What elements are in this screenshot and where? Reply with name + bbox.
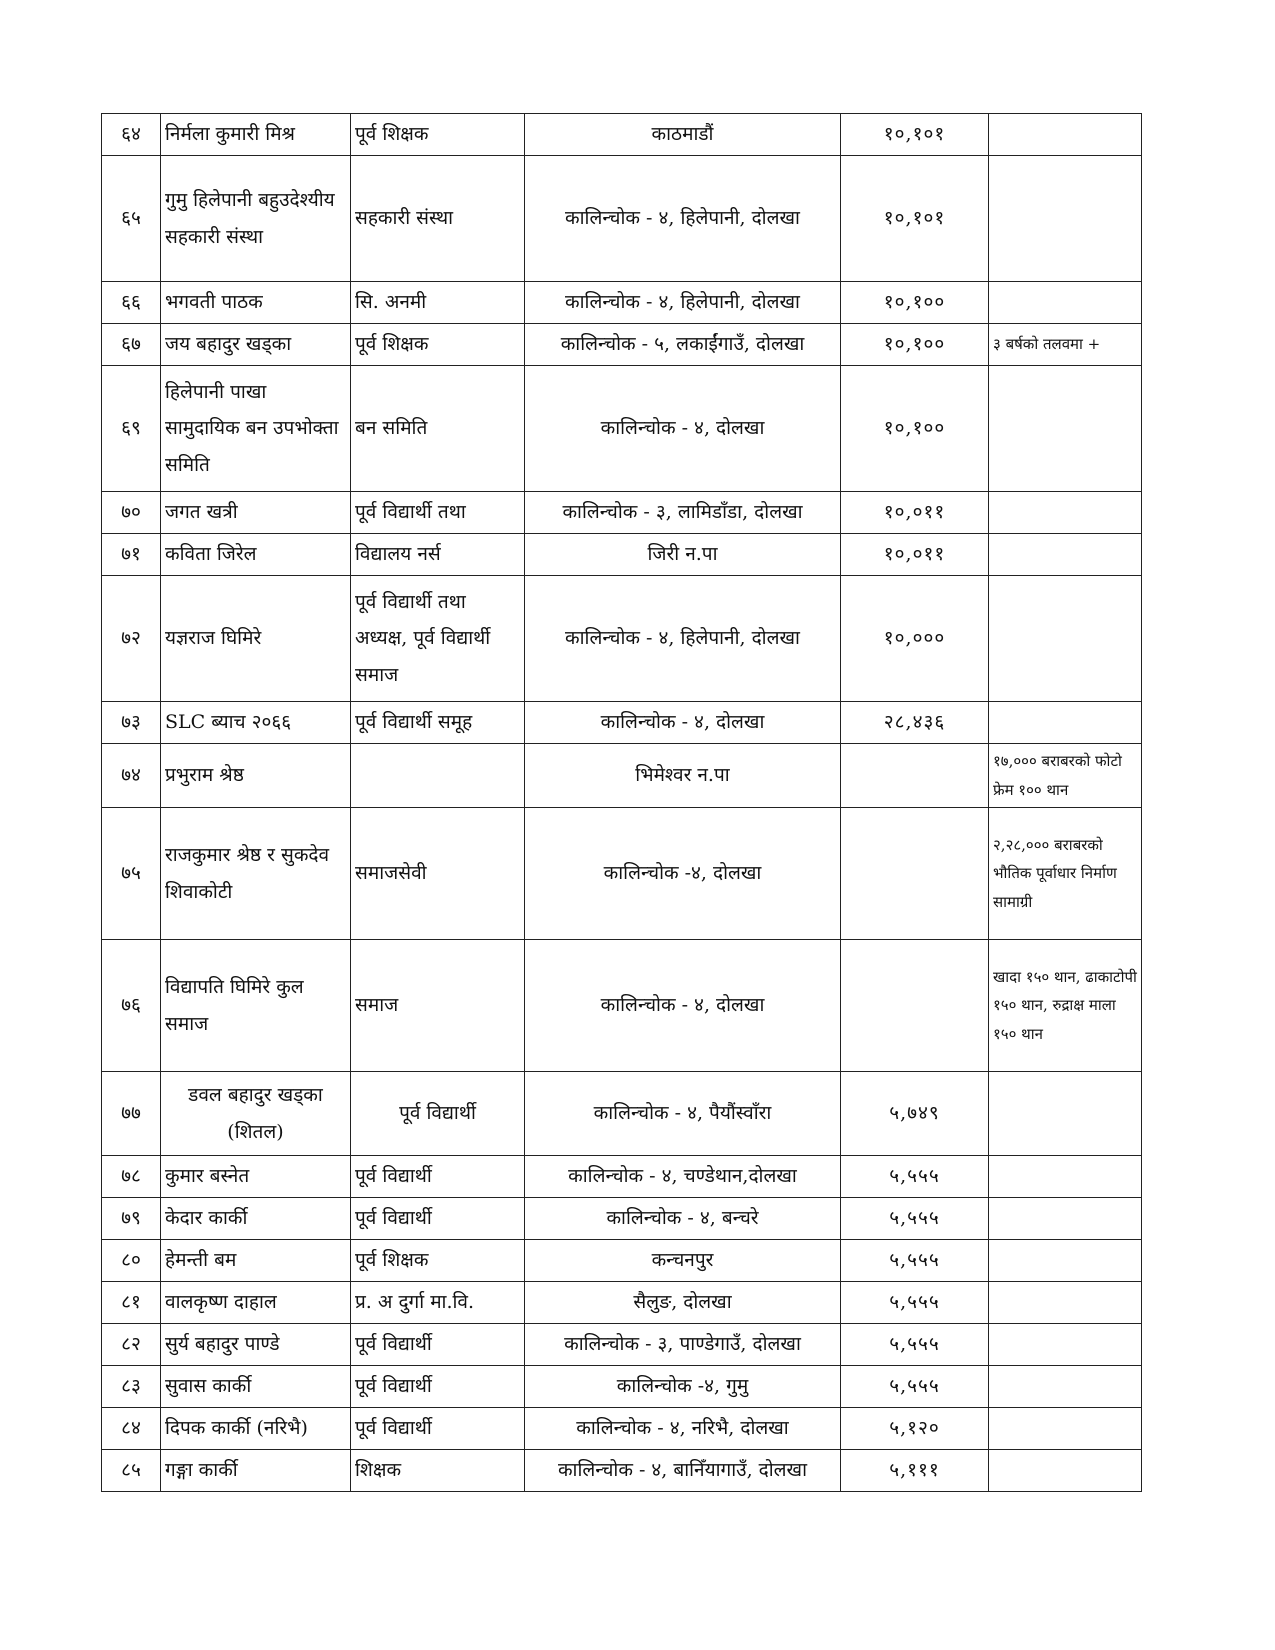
donor-name: कुमार बस्नेत	[161, 1156, 351, 1198]
donor-name: राजकुमार श्रेष्ठ र सुकदेव शिवाकोटी	[161, 808, 351, 940]
donor-role: प्र. अ दुर्गा मा.वि.	[351, 1282, 525, 1324]
donor-name: हेमन्ती बम	[161, 1240, 351, 1282]
remarks	[989, 1240, 1142, 1282]
donor-address: कालिन्चोक -४, दोलखा	[525, 808, 841, 940]
donor-name: कविता जिरेल	[161, 534, 351, 576]
table-row	[102, 366, 1142, 492]
serial-number: ८४	[102, 1408, 161, 1450]
serial-number: ७३	[102, 702, 161, 744]
table-row	[102, 492, 1142, 534]
serial-number: ७७	[102, 1072, 161, 1156]
donor-name: भगवती पाठक	[161, 282, 351, 324]
donor-address: सैलुङ, दोलखा	[525, 1282, 841, 1324]
donation-amount	[841, 744, 989, 808]
serial-number: ८३	[102, 1366, 161, 1408]
table-row	[102, 1282, 1142, 1324]
remarks	[989, 1156, 1142, 1198]
serial-number: ८५	[102, 1450, 161, 1492]
donor-role: पूर्व विद्यार्थी	[351, 1366, 525, 1408]
donor-role	[351, 744, 525, 808]
donation-amount: १०,०११	[841, 492, 989, 534]
table-row	[102, 282, 1142, 324]
donation-amount: १०,१०१	[841, 156, 989, 282]
donor-name: यज्ञराज घिमिरे	[161, 576, 351, 702]
donor-role: समाजसेवी	[351, 808, 525, 940]
serial-number: ७५	[102, 808, 161, 940]
donation-amount: ५,५५५	[841, 1240, 989, 1282]
donor-role: बन समिति	[351, 366, 525, 492]
donation-amount	[841, 808, 989, 940]
remarks	[989, 702, 1142, 744]
donor-role: सहकारी संस्था	[351, 156, 525, 282]
donor-role: पूर्व विद्यार्थी	[351, 1324, 525, 1366]
table-row	[102, 1156, 1142, 1198]
donor-name: निर्मला कुमारी मिश्र	[161, 114, 351, 156]
donor-role: पूर्व विद्यार्थी समूह	[351, 702, 525, 744]
donation-amount: १०,०११	[841, 534, 989, 576]
serial-number: ६५	[102, 156, 161, 282]
donation-amount: १०,१००	[841, 324, 989, 366]
donation-amount: १०,१००	[841, 282, 989, 324]
donor-address: कालिन्चोक - ५, लकाईंगाउँ, दोलखा	[525, 324, 841, 366]
donor-name: गङ्गा कार्की	[161, 1450, 351, 1492]
remarks	[989, 576, 1142, 702]
table-row	[102, 324, 1142, 366]
donor-name: गुमु हिलेपानी बहुउदेश्यीय सहकारी संस्था	[161, 156, 351, 282]
donor-role: पूर्व शिक्षक	[351, 324, 525, 366]
remarks: खादा १५० थान, ढाकाटोपी १५० थान, रुद्राक्ष माला १५० थान	[989, 940, 1142, 1072]
table-row	[102, 1198, 1142, 1240]
donor-name: हिलेपानी पाखा सामुदायिक बन उपभोक्ता समिति	[161, 366, 351, 492]
remarks	[989, 1408, 1142, 1450]
donor-name: प्रभुराम श्रेष्ठ	[161, 744, 351, 808]
serial-number: ६७	[102, 324, 161, 366]
donor-address: कालिन्चोक - ४, दोलखा	[525, 702, 841, 744]
donor-address: कालिन्चोक - ४, दोलखा	[525, 940, 841, 1072]
serial-number: ८०	[102, 1240, 161, 1282]
donation-amount: ५,७४९	[841, 1072, 989, 1156]
donor-role: पूर्व शिक्षक	[351, 114, 525, 156]
remarks	[989, 114, 1142, 156]
remarks	[989, 534, 1142, 576]
table-row	[102, 702, 1142, 744]
donor-address: कालिन्चोक - ४, चण्डेथान,दोलखा	[525, 1156, 841, 1198]
serial-number: ६९	[102, 366, 161, 492]
donation-amount: ५,५५५	[841, 1198, 989, 1240]
donor-address: कालिन्चोक - ४, पैयौंस्वाँरा	[525, 1072, 841, 1156]
serial-number: ७८	[102, 1156, 161, 1198]
donor-role: पूर्व शिक्षक	[351, 1240, 525, 1282]
table-row	[102, 1366, 1142, 1408]
remarks: २,२८,००० बराबरको भौतिक पूर्वाधार निर्माण सामाग्री	[989, 808, 1142, 940]
serial-number: ६४	[102, 114, 161, 156]
serial-number: ८१	[102, 1282, 161, 1324]
donation-amount: ५,५५५	[841, 1282, 989, 1324]
serial-number: ७२	[102, 576, 161, 702]
table-row	[102, 1408, 1142, 1450]
donor-role: पूर्व विद्यार्थी	[351, 1198, 525, 1240]
remarks	[989, 282, 1142, 324]
table-row	[102, 1450, 1142, 1492]
donor-address: कालिन्चोक - ४, बानिँयागाउँ, दोलखा	[525, 1450, 841, 1492]
donor-role: पूर्व विद्यार्थी तथा अध्यक्ष, पूर्व विद्यार्थी समाज	[351, 576, 525, 702]
donor-name: केदार कार्की	[161, 1198, 351, 1240]
table-row	[102, 576, 1142, 702]
serial-number: ८२	[102, 1324, 161, 1366]
table-row	[102, 808, 1142, 940]
donor-name: सुवास कार्की	[161, 1366, 351, 1408]
donation-amount: ५,५५५	[841, 1366, 989, 1408]
donor-role: समाज	[351, 940, 525, 1072]
serial-number: ७९	[102, 1198, 161, 1240]
donor-name: जय बहादुर खड्का	[161, 324, 351, 366]
donor-name: जगत खत्री	[161, 492, 351, 534]
serial-number: ६६	[102, 282, 161, 324]
donation-amount: ५,५५५	[841, 1156, 989, 1198]
remarks	[989, 1450, 1142, 1492]
donor-role: पूर्व विद्यार्थी तथा	[351, 492, 525, 534]
serial-number: ७१	[102, 534, 161, 576]
donation-amount: १०,१००	[841, 366, 989, 492]
table-row	[102, 1240, 1142, 1282]
table-row	[102, 1324, 1142, 1366]
serial-number: ७०	[102, 492, 161, 534]
donor-table	[101, 113, 1142, 1492]
remarks	[989, 1324, 1142, 1366]
donor-address: कालिन्चोक - ४, नरिभै, दोलखा	[525, 1408, 841, 1450]
table-row	[102, 156, 1142, 282]
donation-amount: २८,४३६	[841, 702, 989, 744]
remarks	[989, 1198, 1142, 1240]
donor-address: कालिन्चोक - ४, हिलेपानी, दोलखा	[525, 576, 841, 702]
donor-name: दिपक कार्की (नरिभै)	[161, 1408, 351, 1450]
donor-address: कालिन्चोक - ४, बन्चरे	[525, 1198, 841, 1240]
table-row	[102, 1072, 1142, 1156]
donor-role: पूर्व विद्यार्थी	[351, 1156, 525, 1198]
donation-amount: ५,१११	[841, 1450, 989, 1492]
remarks	[989, 366, 1142, 492]
donor-address: कालिन्चोक - ३, लामिडाँडा, दोलखा	[525, 492, 841, 534]
remarks: ३ बर्षको तलवमा +	[989, 324, 1142, 366]
donation-amount	[841, 940, 989, 1072]
remarks	[989, 156, 1142, 282]
donor-address: जिरी न.पा	[525, 534, 841, 576]
remarks: १७,००० बराबरको फोटो फ्रेम १०० थान	[989, 744, 1142, 808]
donor-address: कालिन्चोक - ४, दोलखा	[525, 366, 841, 492]
donor-name: डवल बहादुर खड्का (शितल)	[161, 1072, 351, 1156]
donor-address: कालिन्चोक - ४, हिलेपानी, दोलखा	[525, 282, 841, 324]
donor-address: कालिन्चोक -४, गुमु	[525, 1366, 841, 1408]
donation-amount: १०,१०१	[841, 114, 989, 156]
serial-number: ७४	[102, 744, 161, 808]
remarks	[989, 1366, 1142, 1408]
donor-name: विद्यापति घिमिरे कुल समाज	[161, 940, 351, 1072]
donor-address: कालिन्चोक - ४, हिलेपानी, दोलखा	[525, 156, 841, 282]
remarks	[989, 1282, 1142, 1324]
table-row	[102, 114, 1142, 156]
remarks	[989, 492, 1142, 534]
donor-address: कन्चनपुर	[525, 1240, 841, 1282]
donor-name: SLC ब्याच २०६६	[161, 702, 351, 744]
donation-amount: ५,१२०	[841, 1408, 989, 1450]
table-row	[102, 744, 1142, 808]
donor-address: भिमेश्वर न.पा	[525, 744, 841, 808]
donation-amount: १०,०००	[841, 576, 989, 702]
donor-address: काठमाडौं	[525, 114, 841, 156]
donation-amount: ५,५५५	[841, 1324, 989, 1366]
remarks	[989, 1072, 1142, 1156]
donor-name: सुर्य बहादुर पाण्डे	[161, 1324, 351, 1366]
donor-role: सि. अनमी	[351, 282, 525, 324]
donor-address: कालिन्चोक - ३, पाण्डेगाउँ, दोलखा	[525, 1324, 841, 1366]
donor-name: वालकृष्ण दाहाल	[161, 1282, 351, 1324]
table-row	[102, 534, 1142, 576]
donor-role: विद्यालय नर्स	[351, 534, 525, 576]
donor-role: शिक्षक	[351, 1450, 525, 1492]
serial-number: ७६	[102, 940, 161, 1072]
donor-role: पूर्व विद्यार्थी	[351, 1408, 525, 1450]
table-row	[102, 940, 1142, 1072]
donor-role: पूर्व विद्यार्थी	[351, 1072, 525, 1156]
